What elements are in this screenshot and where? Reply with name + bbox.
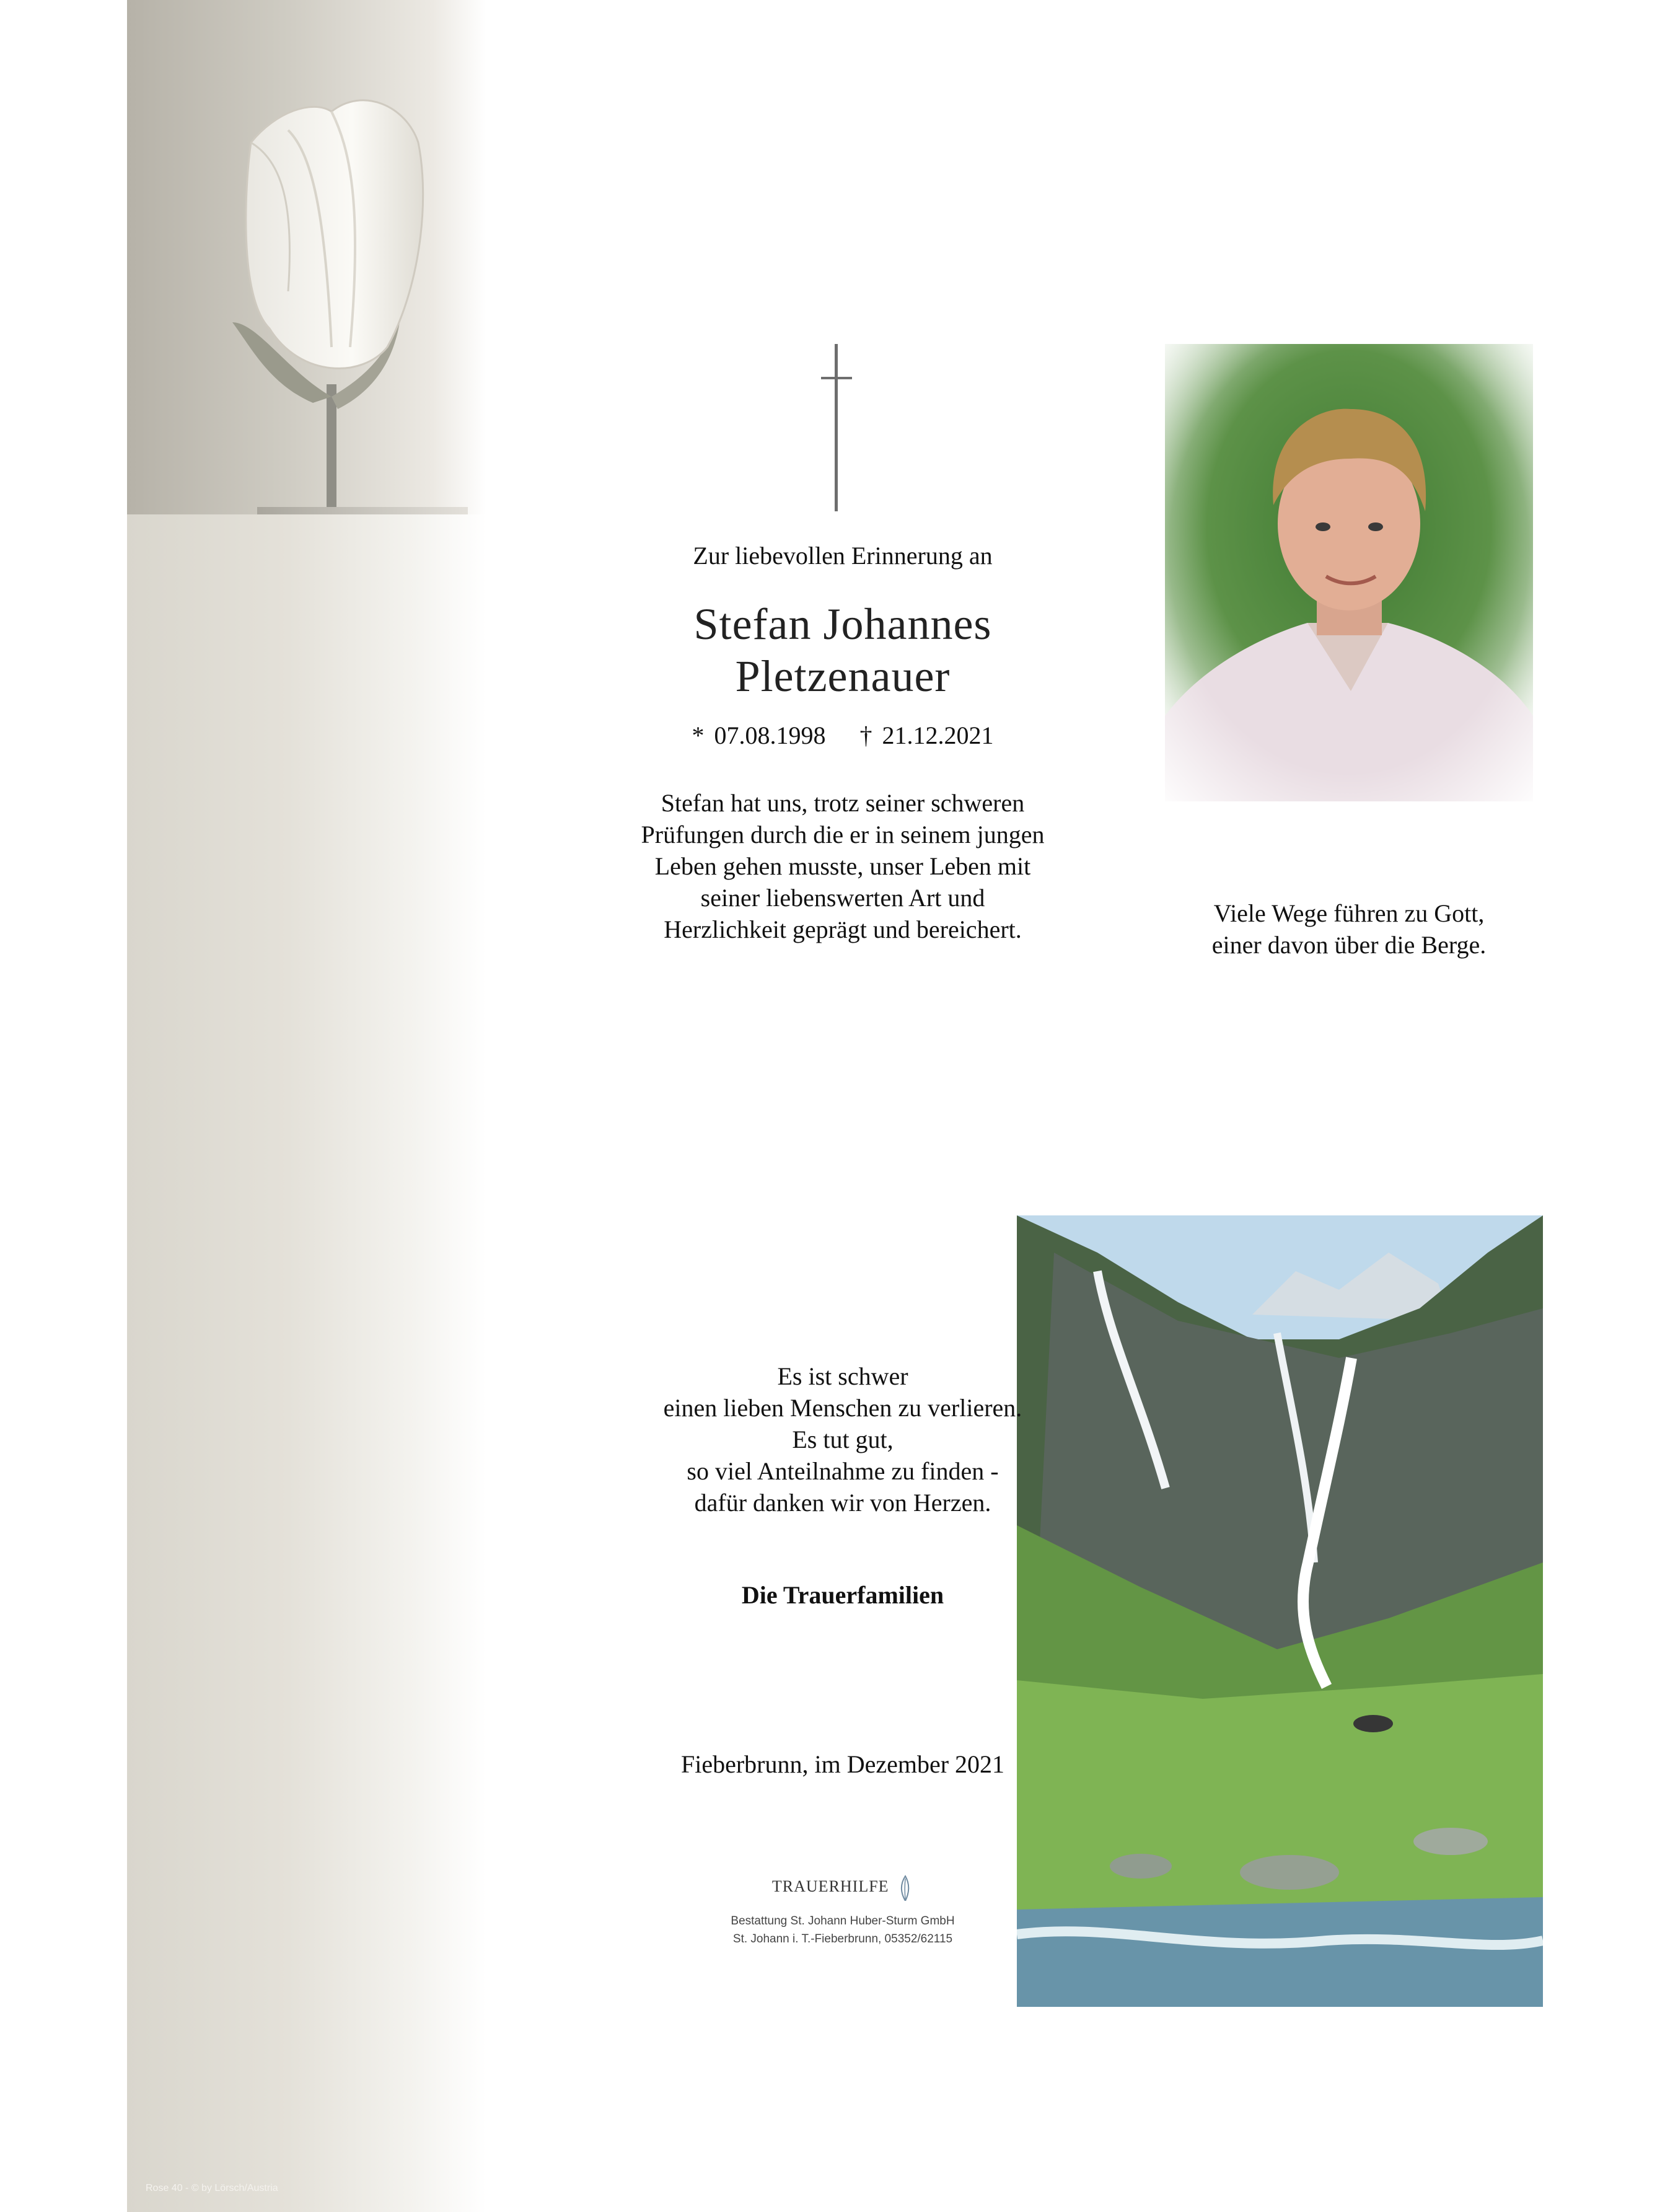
memorial-intro: Zur liebevollen Erinnerung an — [693, 542, 993, 570]
quote-line: einer davon über die Berge. — [1211, 931, 1487, 959]
death-date: † 21.12.2021 — [859, 721, 994, 749]
deceased-name — [558, 598, 1128, 702]
thanks-line: dafür danken wir von Herzen. — [694, 1489, 991, 1517]
thank-you-text — [558, 1360, 1128, 1518]
cross-icon — [818, 344, 855, 511]
life-dates — [558, 721, 1128, 750]
bio-line: Prüfungen durch die er in seinem jungen — [641, 821, 1045, 848]
biography-text — [558, 787, 1128, 945]
name-second-line: Pletzenauer — [735, 651, 951, 701]
thanks-line: einen lieben Menschen zu verlieren. — [663, 1394, 1022, 1422]
white-rose-image — [127, 0, 486, 514]
birth-date: * 07.08.1998 — [692, 721, 826, 749]
leaf-icon — [897, 1875, 913, 1901]
thanks-line: Es ist schwer — [777, 1362, 908, 1390]
funeral-home-logo — [558, 1875, 1128, 1901]
bio-line: seiner liebenswerten Art und — [700, 884, 985, 912]
design-credit: Rose 40 - © by Lörsch/Austria — [146, 2183, 278, 2193]
bio-line: Leben gehen musste, unser Leben mit — [654, 852, 1031, 880]
bio-line: Stefan hat uns, trotz seiner schweren — [661, 789, 1025, 817]
thanks-line: Es tut gut, — [792, 1425, 894, 1453]
name-first-line: Stefan Johannes — [693, 599, 992, 649]
logo-text: TRAUERHILFE — [771, 1877, 889, 1895]
bio-line: Herzlichkeit geprägt und bereichert. — [664, 915, 1022, 943]
funeral-home-details — [558, 1912, 1128, 1948]
mountain-quote — [1153, 897, 1545, 961]
company-address: St. Johann i. T.-Fieberbrunn, 05352/62115 — [732, 1932, 953, 1945]
portrait-photo — [1165, 344, 1533, 801]
company-name: Bestattung St. Johann Huber-Sturm GmbH — [731, 1915, 955, 1928]
page-margin — [0, 0, 127, 2212]
thanks-line: so viel Anteilnahme zu finden - — [687, 1457, 999, 1485]
signature: Die Trauerfamilien — [741, 1581, 944, 1609]
rose-illustration — [127, 0, 486, 514]
place-and-date: Fieberbrunn, im Dezember 2021 — [680, 1750, 1005, 1778]
rose-shelf-line — [257, 507, 468, 514]
quote-line: Viele Wege führen zu Gott, — [1213, 899, 1485, 927]
